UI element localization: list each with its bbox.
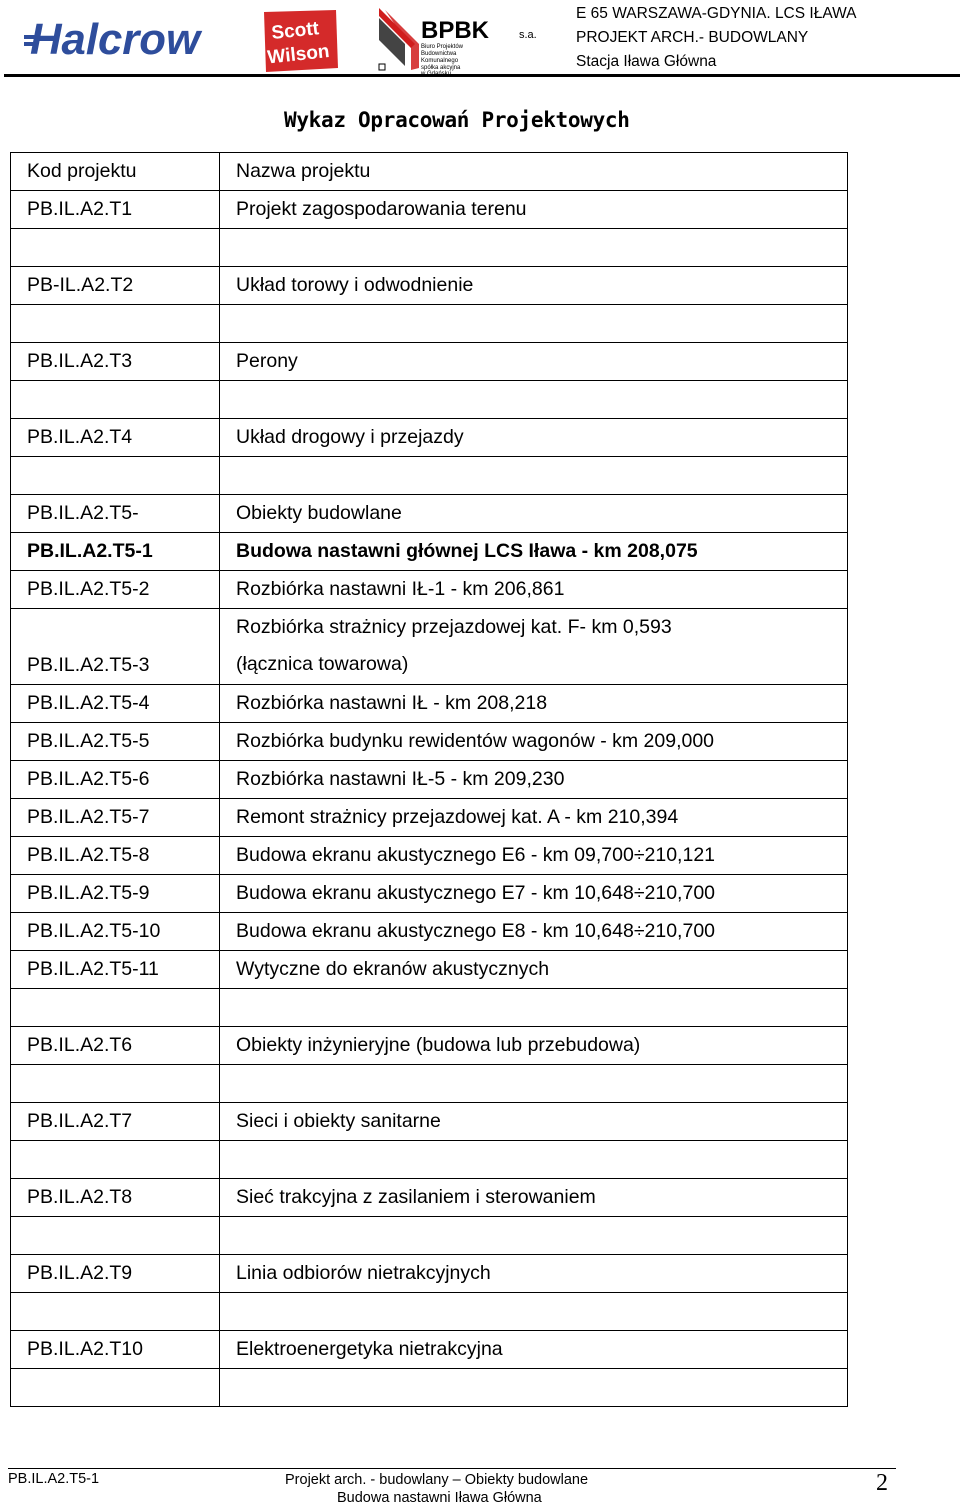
project-name-line-2: (łącznica towarowa) xyxy=(236,653,409,675)
project-code-cell: PB.IL.A2.T5-4 xyxy=(10,685,220,722)
project-name-cell xyxy=(220,1065,848,1102)
project-code-cell: PB.IL.A2.T3 xyxy=(10,343,220,380)
project-code-cell: PB.IL.A2.T10 xyxy=(10,1331,220,1368)
project-name-cell xyxy=(220,1141,848,1178)
projects-table xyxy=(10,152,848,1407)
table-header-row xyxy=(10,152,848,191)
project-code-cell xyxy=(10,229,220,266)
footer-line-2: Budowa nastawni Iława Główna xyxy=(337,1490,542,1506)
project-name-cell: Rozbiórka nastawni IŁ-5 - km 209,230 xyxy=(220,761,848,798)
scott-wilson-logo xyxy=(262,8,340,74)
table-row xyxy=(10,1027,848,1065)
table-row xyxy=(10,913,848,951)
header-project-info xyxy=(576,2,856,74)
project-name-cell: Budowa nastawni głównej LCS Iława - km 208,075 xyxy=(220,533,848,570)
project-name-cell: Rozbiórka nastawni IŁ - km 208,218 xyxy=(220,685,848,722)
project-name-cell: Obiekty budowlane xyxy=(220,495,848,532)
table-row xyxy=(10,609,848,685)
project-name-cell: Linia odbiorów nietrakcyjnych xyxy=(220,1255,848,1292)
column-header-code: Kod projektu xyxy=(10,153,220,190)
project-code-cell: PB.IL.A2.T6 xyxy=(10,1027,220,1064)
project-name-cell: Elektroenergetyka nietrakcyjna xyxy=(220,1331,848,1368)
table-row xyxy=(10,1255,848,1293)
project-code-cell: PB.IL.A2.T5-7 xyxy=(10,799,220,836)
table-row xyxy=(10,1293,848,1331)
scott-logo-line2: Wilson xyxy=(266,41,331,69)
project-code-cell xyxy=(10,381,220,418)
table-row xyxy=(10,1179,848,1217)
document-title: Wykaz Opracowań Projektowych xyxy=(284,108,630,132)
project-code-cell: PB.IL.A2.T5- xyxy=(10,495,220,532)
project-code-cell xyxy=(10,1369,220,1406)
page-number: 2 xyxy=(876,1470,888,1496)
table-row xyxy=(10,1065,848,1103)
table-row xyxy=(10,419,848,457)
project-code-cell: PB.IL.A2.T8 xyxy=(10,1179,220,1216)
project-code-cell: PB.IL.A2.T5-2 xyxy=(10,571,220,608)
header-line-1: E 65 WARSZAWA-GDYNIA. LCS IŁAWA xyxy=(576,5,857,22)
project-code-cell: PB.IL.A2.T5-3 xyxy=(10,609,220,684)
project-code-cell: PB.IL.A2.T1 xyxy=(10,191,220,228)
table-row xyxy=(10,761,848,799)
footer-line-1: Projekt arch. - budowlany – Obiekty budowlane xyxy=(285,1472,589,1488)
table-row xyxy=(10,723,848,761)
project-name-cell: Układ torowy i odwodnienie xyxy=(220,267,848,304)
project-code-cell xyxy=(10,305,220,342)
project-code-cell xyxy=(10,1141,220,1178)
table-row xyxy=(10,457,848,495)
bpbk-logo xyxy=(375,4,555,76)
project-name-cell xyxy=(220,1217,848,1254)
project-name-cell: Wytyczne do ekranów akustycznych xyxy=(220,951,848,988)
table-row xyxy=(10,533,848,571)
bpbk-sub-line: Budownictwa xyxy=(421,51,457,57)
table-row xyxy=(10,495,848,533)
project-name-cell: Budowa ekranu akustycznego E8 - km 10,648÷210,700 xyxy=(220,913,848,950)
project-name-cell: Sieci i obiekty sanitarne xyxy=(220,1103,848,1140)
project-name-cell: Budowa ekranu akustycznego E7 - km 10,648÷210,700 xyxy=(220,875,848,912)
header-line-3: Stacja Iława Główna xyxy=(576,53,717,70)
project-code-cell: PB.IL.A2.T7 xyxy=(10,1103,220,1140)
table-row xyxy=(10,799,848,837)
project-name-cell xyxy=(220,609,848,684)
project-code-cell: PB.IL.A2.T4 xyxy=(10,419,220,456)
table-row xyxy=(10,837,848,875)
project-name-cell: Układ drogowy i przejazdy xyxy=(220,419,848,456)
project-code-cell: PB.IL.A2.T9 xyxy=(10,1255,220,1292)
project-code-cell: PB-IL.A2.T2 xyxy=(10,267,220,304)
table-row xyxy=(10,305,848,343)
project-code-cell: PB.IL.A2.T5-9 xyxy=(10,875,220,912)
project-name-cell xyxy=(220,989,848,1026)
project-code-cell: PB.IL.A2.T5-10 xyxy=(10,913,220,950)
bpbk-sub-line: spółka akcyjna xyxy=(421,65,461,71)
project-code-cell: PB.IL.A2.T5-1 xyxy=(10,533,220,570)
project-name-cell xyxy=(220,1369,848,1406)
halcrow-logo xyxy=(24,8,204,66)
project-name-cell: Budowa ekranu akustycznego E6 - km 09,700÷210,121 xyxy=(220,837,848,874)
table-row xyxy=(10,1331,848,1369)
project-name-cell xyxy=(220,1293,848,1330)
table-row xyxy=(10,875,848,913)
table-row xyxy=(10,951,848,989)
project-name-cell xyxy=(220,457,848,494)
table-row xyxy=(10,267,848,305)
bpbk-logo-suffix: s.a. xyxy=(519,29,537,41)
table-row xyxy=(10,343,848,381)
table-row xyxy=(10,229,848,267)
table-row xyxy=(10,1217,848,1255)
page-header xyxy=(0,0,960,80)
footer-code: PB.IL.A2.T5-1 xyxy=(8,1471,100,1487)
project-name-cell: Sieć trakcyjna z zasilaniem i sterowaniem xyxy=(220,1179,848,1216)
footer-divider xyxy=(8,1468,896,1469)
project-code-cell: PB.IL.A2.T5-5 xyxy=(10,723,220,760)
project-code-cell xyxy=(10,1217,220,1254)
project-code-cell xyxy=(10,457,220,494)
project-code-cell xyxy=(10,1293,220,1330)
project-name-cell xyxy=(220,305,848,342)
bpbk-sub-line: Biuro Projektów xyxy=(421,44,464,50)
footer-description xyxy=(285,1471,588,1507)
halcrow-logo-text: Halcrow xyxy=(30,15,203,64)
project-code-cell: PB.IL.A2.T5-6 xyxy=(10,761,220,798)
table-row xyxy=(10,1141,848,1179)
table-row xyxy=(10,1369,848,1407)
project-code-cell xyxy=(10,989,220,1026)
project-name-cell: Projekt zagospodarowania terenu xyxy=(220,191,848,228)
project-name-cell xyxy=(220,381,848,418)
table-row xyxy=(10,685,848,723)
header-divider xyxy=(4,74,960,77)
table-row xyxy=(10,381,848,419)
project-name-cell: Perony xyxy=(220,343,848,380)
project-name-cell: Rozbiórka budynku rewidentów wagonów - km 209,000 xyxy=(220,723,848,760)
bpbk-logo-text: BPBK xyxy=(421,17,490,44)
project-name-cell: Obiekty inżynieryjne (budowa lub przebudowa) xyxy=(220,1027,848,1064)
table-row xyxy=(10,1103,848,1141)
project-name-cell: Rozbiórka nastawni IŁ-1 - km 206,861 xyxy=(220,571,848,608)
project-name-cell: Remont strażnicy przejazdowej kat. A - km 210,394 xyxy=(220,799,848,836)
project-code-cell: PB.IL.A2.T5-8 xyxy=(10,837,220,874)
table-row xyxy=(10,571,848,609)
column-header-name: Nazwa projektu xyxy=(220,153,848,190)
project-name-cell xyxy=(220,229,848,266)
scott-logo-line1: Scott xyxy=(270,18,320,45)
table-row xyxy=(10,191,848,229)
bpbk-sub-line: Komunalnego xyxy=(421,58,459,64)
project-code-cell xyxy=(10,1065,220,1102)
header-line-2: PROJEKT ARCH.- BUDOWLANY xyxy=(576,29,809,46)
project-name-line-1: Rozbiórka strażnicy przejazdowej kat. F- km 0,593 xyxy=(236,616,672,638)
project-code-cell: PB.IL.A2.T5-11 xyxy=(10,951,220,988)
table-row xyxy=(10,989,848,1027)
